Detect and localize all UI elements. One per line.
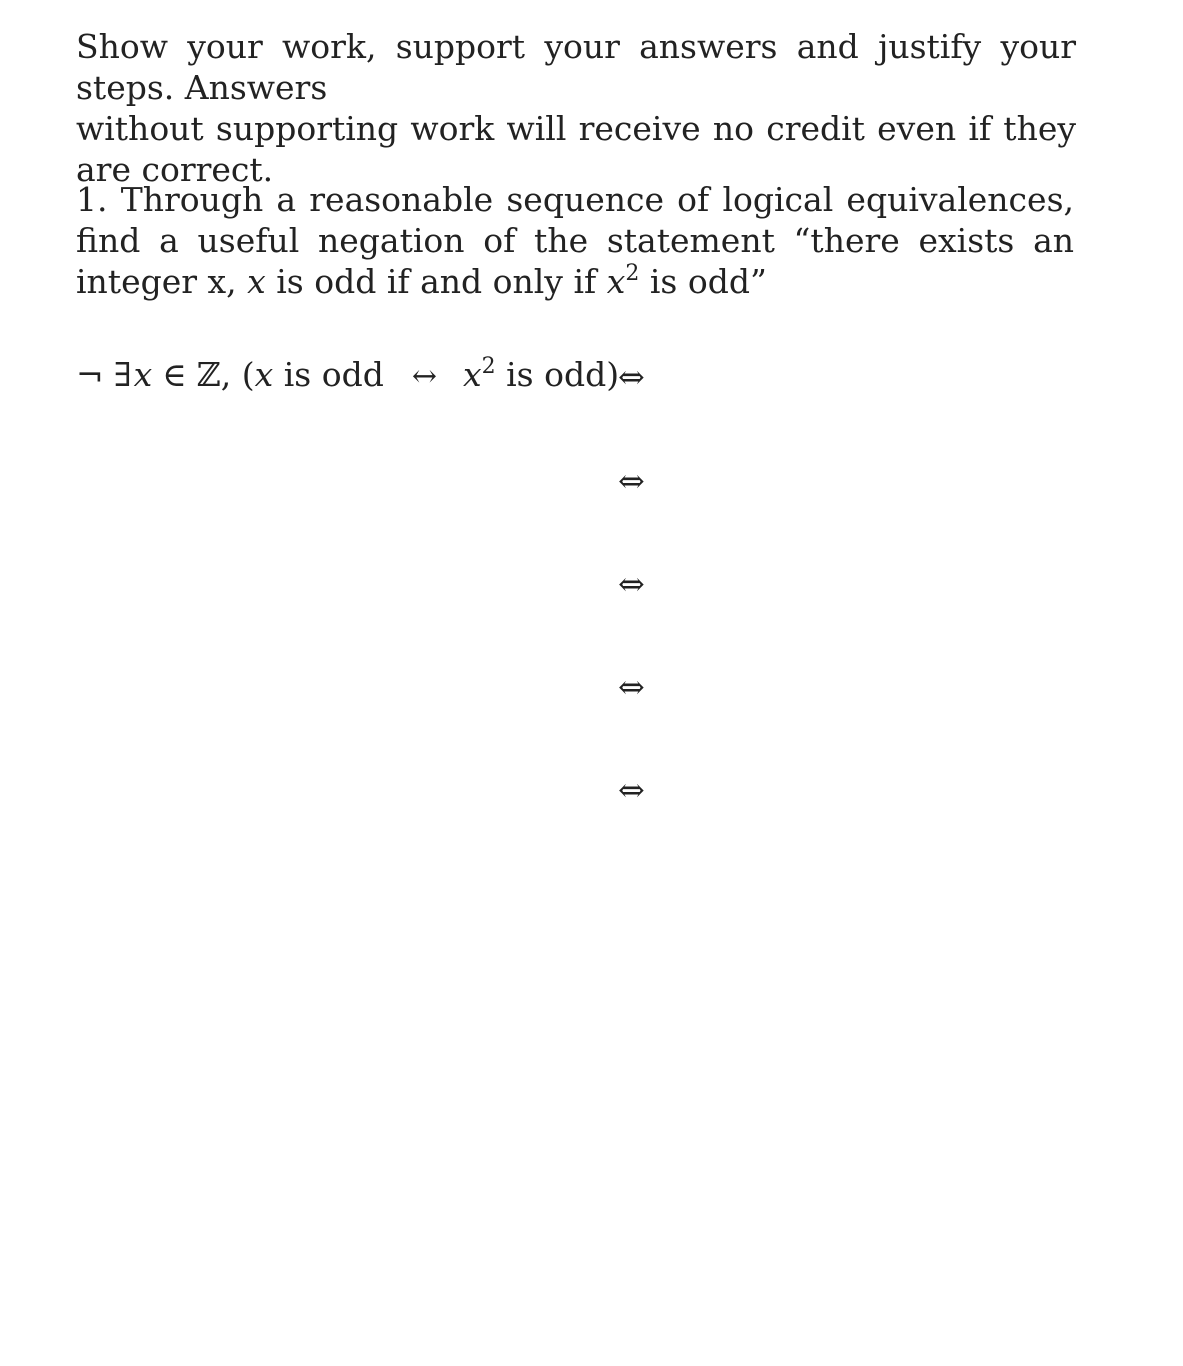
is-odd-1: is odd: [283, 355, 384, 394]
instructions: [76, 26, 1076, 190]
equivalence-row-5: ⇔: [618, 771, 645, 809]
instructions-line-2: without supporting work will receive no credit even if they are correct.: [76, 109, 1076, 189]
question-var-x2: x: [606, 262, 626, 301]
negation-expression: [76, 354, 619, 397]
expr-var-x-3: x: [462, 355, 482, 394]
question-text-before: Through a reasonable sequence of logical equivalences, find a useful negation of the statement “there exists an integer x,: [76, 180, 1074, 301]
expr-var-x: x: [133, 355, 153, 394]
question-text-mid: is odd if and only if: [276, 262, 597, 301]
expr-exponent: 2: [481, 354, 496, 379]
question-var-x: x: [247, 262, 266, 301]
question-text-after: is odd”: [649, 262, 767, 301]
exists-symbol: ∃: [113, 355, 132, 394]
open-paren: (: [241, 355, 255, 394]
equivalence-row-4: ⇔: [618, 668, 645, 706]
element-of-symbol: ∈: [162, 355, 187, 394]
biconditional-symbol: ↔: [411, 359, 437, 394]
integers-set: ℤ,: [196, 355, 232, 394]
equivalence-row-3: ⇔: [618, 565, 645, 603]
equivalence-row-1: ⇔: [618, 358, 645, 396]
equivalence-row-2: ⇔: [618, 462, 645, 500]
question-1: [76, 179, 1074, 302]
expr-var-x-2: x: [254, 355, 274, 394]
instructions-line-1: Show your work, support your answers and justify your steps. Answers: [76, 27, 1076, 107]
question-number: 1.: [76, 180, 108, 219]
question-exponent: 2: [625, 261, 640, 286]
negation-symbol: ¬: [76, 355, 104, 394]
is-odd-2: is odd): [506, 355, 620, 394]
